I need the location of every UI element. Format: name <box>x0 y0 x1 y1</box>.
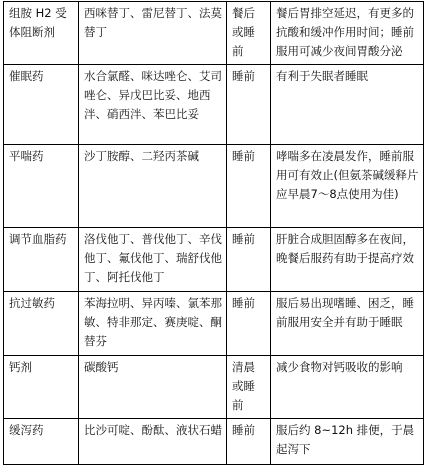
drug-category-cell: 催眠药 <box>4 65 79 145</box>
reason-cell: 餐后胃排空延迟，有更多的抗酸和缓冲作用时间；睡前服用可减少夜间胃酸分泌 <box>271 2 424 65</box>
table-row <box>4 65 424 145</box>
dosing-time-cell: 睡前 <box>227 419 271 465</box>
table-row <box>4 2 424 65</box>
drug-category-cell: 缓泻药 <box>4 419 79 465</box>
medication-timing-table <box>3 1 424 465</box>
dosing-time-cell: 睡前 <box>227 65 271 145</box>
drug-category-cell: 钙剂 <box>4 356 79 419</box>
reason-cell: 肝脏合成胆固醇多在夜间，晚餐后服药有助于提高疗效 <box>271 228 424 292</box>
reason-cell: 服后易出现嗜睡、困乏，睡前服用安全并有助于睡眠 <box>271 292 424 356</box>
dosing-time-cell: 睡前 <box>227 292 271 356</box>
reason-cell: 服后约 8~12h 排便，于晨起泻下 <box>271 419 424 465</box>
table-row <box>4 419 424 465</box>
dosing-time-cell: 餐后或睡前 <box>227 2 271 65</box>
dosing-time-cell: 睡前 <box>227 145 271 228</box>
dosing-time-cell: 睡前 <box>227 228 271 292</box>
dosing-time-cell: 清晨或睡前 <box>227 356 271 419</box>
drug-names-cell: 洛伐他丁、普伐他丁、辛伐他丁、氟伐他丁、瑞舒伐他丁、阿托伐他丁 <box>79 228 227 292</box>
table-row <box>4 356 424 419</box>
reason-cell: 减少食物对钙吸收的影响 <box>271 356 424 419</box>
table-row <box>4 228 424 292</box>
table-row <box>4 292 424 356</box>
drug-category-cell: 抗过敏药 <box>4 292 79 356</box>
drug-names-cell: 苯海拉明、异丙嗪、氯苯那敏、特非那定、赛庚啶、酮替芬 <box>79 292 227 356</box>
drug-names-cell: 水合氯醛、咪达唑仑、艾司唑仑、异戊巴比妥、地西泮、硝西泮、苯巴比妥 <box>79 65 227 145</box>
table-row <box>4 145 424 228</box>
drug-names-cell: 比沙可啶、酚酞、液状石蜡 <box>79 419 227 465</box>
drug-names-cell: 碳酸钙 <box>79 356 227 419</box>
drug-category-cell: 平喘药 <box>4 145 79 228</box>
reason-cell: 有利于失眠者睡眠 <box>271 65 424 145</box>
reason-cell: 哮喘多在凌晨发作，睡前服用可有效止(但氨茶碱缓释片应早晨7～8点使用为佳) <box>271 145 424 228</box>
drug-names-cell: 沙丁胺醇、二羟丙茶碱 <box>79 145 227 228</box>
drug-category-cell: 组胺 H2 受体阻断剂 <box>4 2 79 65</box>
drug-names-cell: 西咪替丁、雷尼替丁、法莫替丁 <box>79 2 227 65</box>
drug-category-cell: 调节血脂药 <box>4 228 79 292</box>
